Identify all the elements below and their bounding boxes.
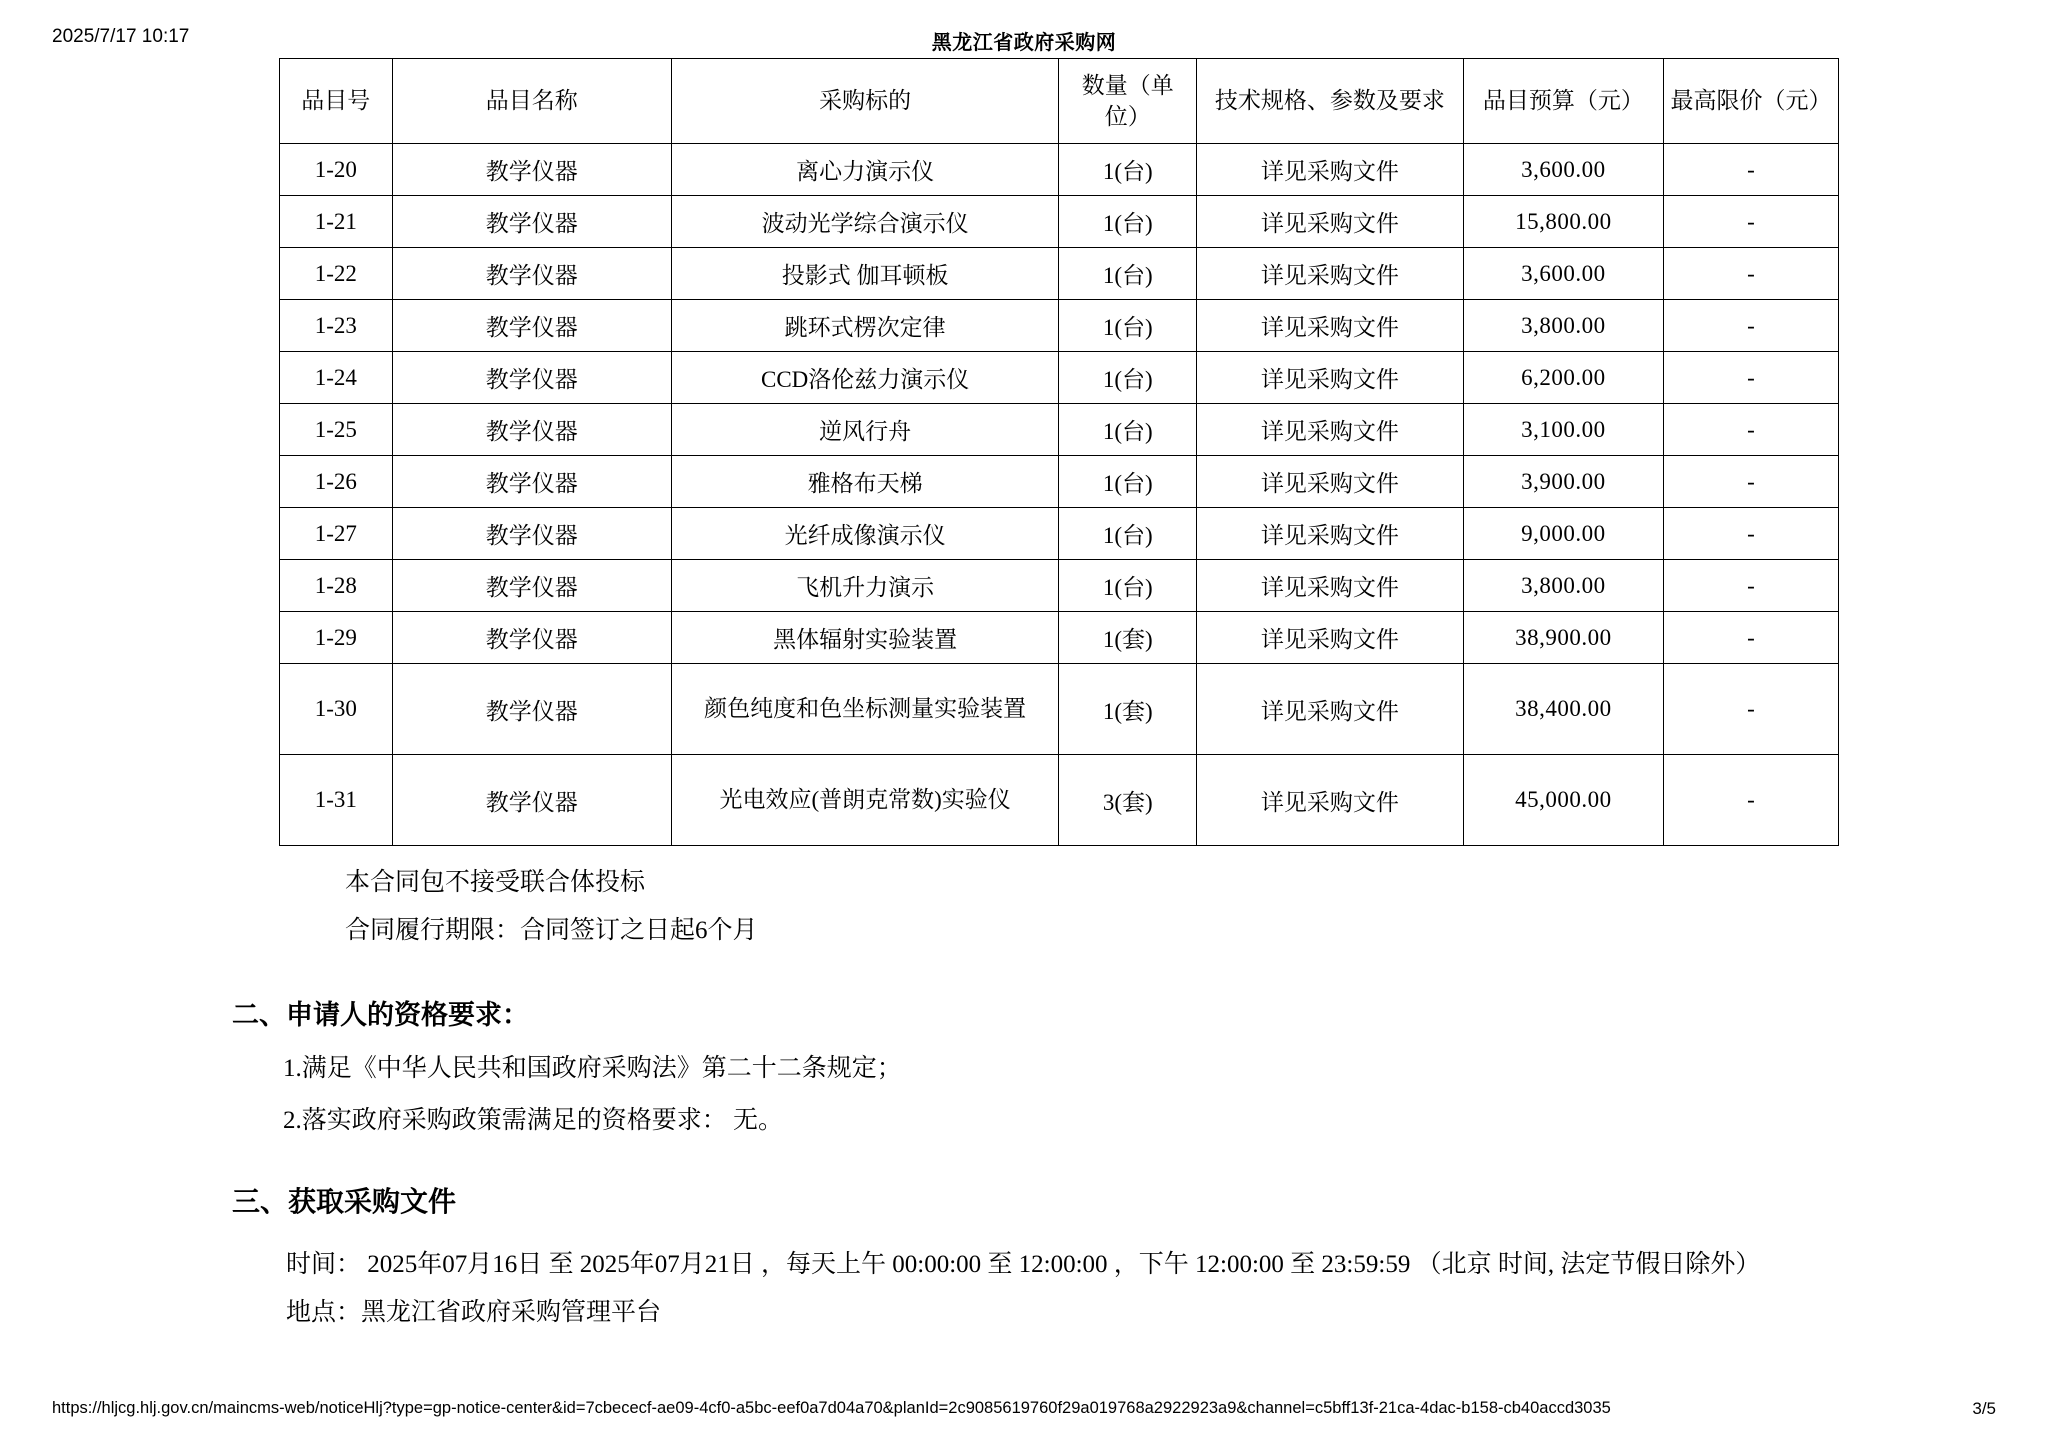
cell-target: 飞机升力演示 <box>671 560 1059 612</box>
column-header-item-no: 品目号 <box>280 59 393 144</box>
section-title-qualification: 二、申请人的资格要求： <box>232 999 529 1030</box>
cell-spec: 详见采购文件 <box>1197 144 1464 196</box>
cell-target: 跳环式楞次定律 <box>671 300 1059 352</box>
cell-quantity: 1(台) <box>1059 456 1197 508</box>
qualification-item-2: 2.落实政府采购政策需满足的资格要求： 无。 <box>283 1106 784 1134</box>
document-content <box>0 58 2048 1328</box>
cell-spec: 详见采购文件 <box>1197 755 1464 846</box>
table-row <box>280 300 1839 352</box>
cell-max-price: - <box>1663 196 1838 248</box>
column-header-budget: 品目预算（元） <box>1463 59 1663 144</box>
cell-max-price: - <box>1663 612 1838 664</box>
cell-max-price: - <box>1663 664 1838 755</box>
cell-quantity: 1(台) <box>1059 196 1197 248</box>
table-body <box>280 144 1839 846</box>
site-title: 黑龙江省政府采购网 <box>931 32 1117 54</box>
cell-target: 颜色纯度和色坐标测量实验装置 <box>671 664 1059 755</box>
cell-budget: 3,800.00 <box>1463 300 1663 352</box>
column-header-quantity: 数量（单位） <box>1059 59 1197 144</box>
cell-item-no: 1-26 <box>280 456 393 508</box>
cell-item-no: 1-31 <box>280 755 393 846</box>
cell-budget: 9,000.00 <box>1463 508 1663 560</box>
cell-max-price: - <box>1663 404 1838 456</box>
cell-spec: 详见采购文件 <box>1197 248 1464 300</box>
table-header-row <box>280 59 1839 144</box>
cell-item-name: 教学仪器 <box>392 560 671 612</box>
cell-quantity: 1(台) <box>1059 508 1197 560</box>
cell-budget: 3,800.00 <box>1463 560 1663 612</box>
cell-budget: 45,000.00 <box>1463 755 1663 846</box>
document-time-line: 时间： 2025年07月16日 至 2025年07月21日 ，每天上午 00:00:00 至 12:00:00 ，下午 12:00:00 至 23:59:59 （北京 <box>286 1250 1492 1278</box>
table-row <box>280 456 1839 508</box>
cell-quantity: 1(套) <box>1059 612 1197 664</box>
cell-item-no: 1-24 <box>280 352 393 404</box>
table-row <box>280 612 1839 664</box>
cell-item-name: 教学仪器 <box>392 664 671 755</box>
cell-spec: 详见采购文件 <box>1197 352 1464 404</box>
note-performance-period: 合同履行期限：合同签订之日起6个月 <box>345 916 758 944</box>
cell-item-no: 1-30 <box>280 664 393 755</box>
cell-target: 光电效应(普朗克常数)实验仪 <box>671 755 1059 846</box>
cell-budget: 3,600.00 <box>1463 144 1663 196</box>
note-no-consortium: 本合同包不接受联合体投标 <box>345 869 646 896</box>
cell-target: 离心力演示仪 <box>671 144 1059 196</box>
cell-spec: 详见采购文件 <box>1197 664 1464 755</box>
document-time-line-2: 时间, 法定节假日除外） <box>1497 1250 1761 1278</box>
cell-max-price: - <box>1663 456 1838 508</box>
cell-target: 逆风行舟 <box>671 404 1059 456</box>
table-row <box>280 196 1839 248</box>
document-time-block <box>178 1244 1858 1287</box>
column-header-max-price: 最高限价（元） <box>1663 59 1838 144</box>
cell-item-no: 1-21 <box>280 196 393 248</box>
cell-item-name: 教学仪器 <box>392 755 671 846</box>
cell-budget: 38,400.00 <box>1463 664 1663 755</box>
cell-spec: 详见采购文件 <box>1197 196 1464 248</box>
cell-budget: 3,100.00 <box>1463 404 1663 456</box>
table-row <box>280 560 1839 612</box>
cell-target: CCD洛伦兹力演示仪 <box>671 352 1059 404</box>
cell-budget: 15,800.00 <box>1463 196 1663 248</box>
qualification-item-1: 1.满足《中华人民共和国政府采购法》第二十二条规定； <box>283 1054 902 1082</box>
cell-target: 波动光学综合演示仪 <box>671 196 1059 248</box>
cell-spec: 详见采购文件 <box>1197 404 1464 456</box>
cell-spec: 详见采购文件 <box>1197 300 1464 352</box>
cell-max-price: - <box>1663 508 1838 560</box>
cell-quantity: 1(台) <box>1059 144 1197 196</box>
cell-quantity: 1(台) <box>1059 352 1197 404</box>
cell-spec: 详见采购文件 <box>1197 508 1464 560</box>
cell-item-no: 1-23 <box>280 300 393 352</box>
table-row <box>280 352 1839 404</box>
cell-target: 黑体辐射实验装置 <box>671 612 1059 664</box>
cell-item-name: 教学仪器 <box>392 612 671 664</box>
print-header <box>0 26 2048 54</box>
table-row <box>280 508 1839 560</box>
cell-item-no: 1-29 <box>280 612 393 664</box>
cell-item-name: 教学仪器 <box>392 456 671 508</box>
cell-max-price: - <box>1663 352 1838 404</box>
table-row <box>280 248 1839 300</box>
cell-max-price: - <box>1663 300 1838 352</box>
cell-item-name: 教学仪器 <box>392 300 671 352</box>
section-title-get-documents: 三、获取采购文件 <box>232 1186 457 1218</box>
cell-item-no: 1-25 <box>280 404 393 456</box>
cell-quantity: 1(套) <box>1059 664 1197 755</box>
column-header-target: 采购标的 <box>671 59 1059 144</box>
cell-item-name: 教学仪器 <box>392 508 671 560</box>
cell-budget: 3,600.00 <box>1463 248 1663 300</box>
column-header-spec: 技术规格、参数及要求 <box>1197 59 1464 144</box>
cell-item-name: 教学仪器 <box>392 404 671 456</box>
table-row <box>280 404 1839 456</box>
table-row <box>280 144 1839 196</box>
cell-quantity: 1(台) <box>1059 404 1197 456</box>
cell-item-name: 教学仪器 <box>392 144 671 196</box>
cell-budget: 6,200.00 <box>1463 352 1663 404</box>
cell-item-no: 1-20 <box>280 144 393 196</box>
footer-page-number: 3/5 <box>1972 1399 1996 1418</box>
cell-item-name: 教学仪器 <box>392 196 671 248</box>
print-date: 2025/7/17 10:17 <box>52 26 190 47</box>
cell-spec: 详见采购文件 <box>1197 560 1464 612</box>
cell-spec: 详见采购文件 <box>1197 612 1464 664</box>
cell-item-name: 教学仪器 <box>392 352 671 404</box>
cell-item-name: 教学仪器 <box>392 248 671 300</box>
cell-spec: 详见采购文件 <box>1197 456 1464 508</box>
cell-max-price: - <box>1663 248 1838 300</box>
cell-target: 投影式 伽耳顿板 <box>671 248 1059 300</box>
cell-quantity: 1(台) <box>1059 300 1197 352</box>
procurement-items-table <box>279 58 1839 846</box>
cell-budget: 38,900.00 <box>1463 612 1663 664</box>
document-place-line: 地点：黑龙江省政府采购管理平台 <box>286 1299 662 1326</box>
cell-quantity: 1(台) <box>1059 248 1197 300</box>
footer-url: https://hljcg.hlj.gov.cn/maincms-web/noticeHlj?type=gp-notice-center&id=7cbececf-ae09-4cf0-a5bc-eef0a7d04a70&planId=2c9085619760f29a019768a2922923a9&channel=c5bff13f-21ca-4dac-b158-cb40accd3035 <box>52 1399 1611 1417</box>
cell-quantity: 3(套) <box>1059 755 1197 846</box>
cell-target: 雅格布天梯 <box>671 456 1059 508</box>
column-header-item-name: 品目名称 <box>392 59 671 144</box>
cell-budget: 3,900.00 <box>1463 456 1663 508</box>
table-row <box>280 755 1839 846</box>
cell-item-no: 1-28 <box>280 560 393 612</box>
cell-max-price: - <box>1663 755 1838 846</box>
cell-max-price: - <box>1663 144 1838 196</box>
cell-item-no: 1-22 <box>280 248 393 300</box>
cell-target: 光纤成像演示仪 <box>671 508 1059 560</box>
cell-item-no: 1-27 <box>280 508 393 560</box>
cell-quantity: 1(台) <box>1059 560 1197 612</box>
print-footer <box>0 1399 2048 1423</box>
cell-max-price: - <box>1663 560 1838 612</box>
table-row <box>280 664 1839 755</box>
